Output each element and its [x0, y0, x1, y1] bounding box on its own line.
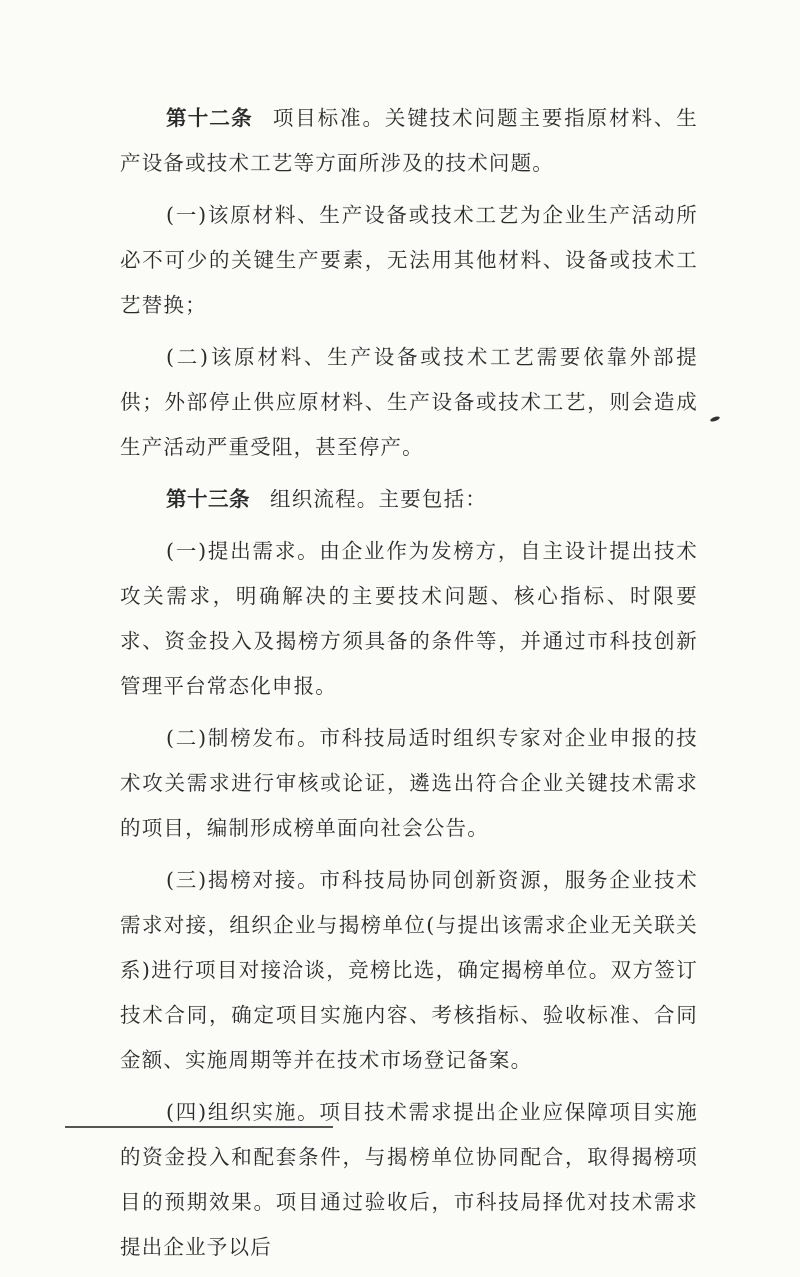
article-13-item-4: (四)组织实施。项目技术需求提出企业应保障项目实施的资金投入和配套条件，与揭榜单位协同配合，取得揭榜项目的预期效果。项目通过验收后，市科技局择优对技术需求提出企业予以后: [120, 1100, 698, 1259]
article-13-paragraph: [120, 477, 698, 522]
article-12-text: 项目标准。关键技术问题主要指原材料、生产设备或技术工艺等方面所涉及的技术问题。: [120, 106, 698, 175]
article-13-item-3: (三)揭榜对接。市科技局协同创新资源，服务企业技术需求对接，组织企业与揭榜单位(与提出该需求企业无关联关系)进行项目对接洽谈，竞榜比选，确定揭榜单位。双方签订技术合同，确定项目实施内容、考核指标、验收标准、合同金额、实施周期等并在技术市场登记备案。: [120, 868, 698, 1072]
article-12-paragraph: [120, 96, 698, 186]
scan-speck-mark: [710, 415, 721, 422]
article-13-item-2: (二)制榜发布。市科技局适时组织专家对企业申报的技术攻关需求进行审核或论证，遴选出符合企业关键技术需求的项目，编制形成榜单面向社会公告。: [120, 726, 698, 840]
page-footer-rule: [65, 1126, 333, 1128]
document-body: [120, 96, 698, 1277]
article-13-item-1: (一)提出需求。由企业作为发榜方，自主设计提出技术攻关需求，明确解决的主要技术问题、核心指标、时限要求、资金投入及揭榜方须具备的条件等，并通过市科技创新管理平台常态化申报。: [120, 539, 698, 698]
article-12-item-1: (一)该原材料、生产设备或技术工艺为企业生产活动所必不可少的关键生产要素，无法用其他材料、设备或技术工艺替换；: [120, 203, 698, 317]
article-12-number: 第十二条: [166, 106, 253, 130]
article-13-text: 组织流程。主要包括：: [270, 487, 487, 511]
article-12-item-2: (二)该原材料、生产设备或技术工艺需要依靠外部提供；外部停止供应原材料、生产设备或技术工艺，则会造成生产活动严重受阻，甚至停产。: [120, 345, 698, 459]
article-13-number: 第十三条: [166, 487, 250, 511]
